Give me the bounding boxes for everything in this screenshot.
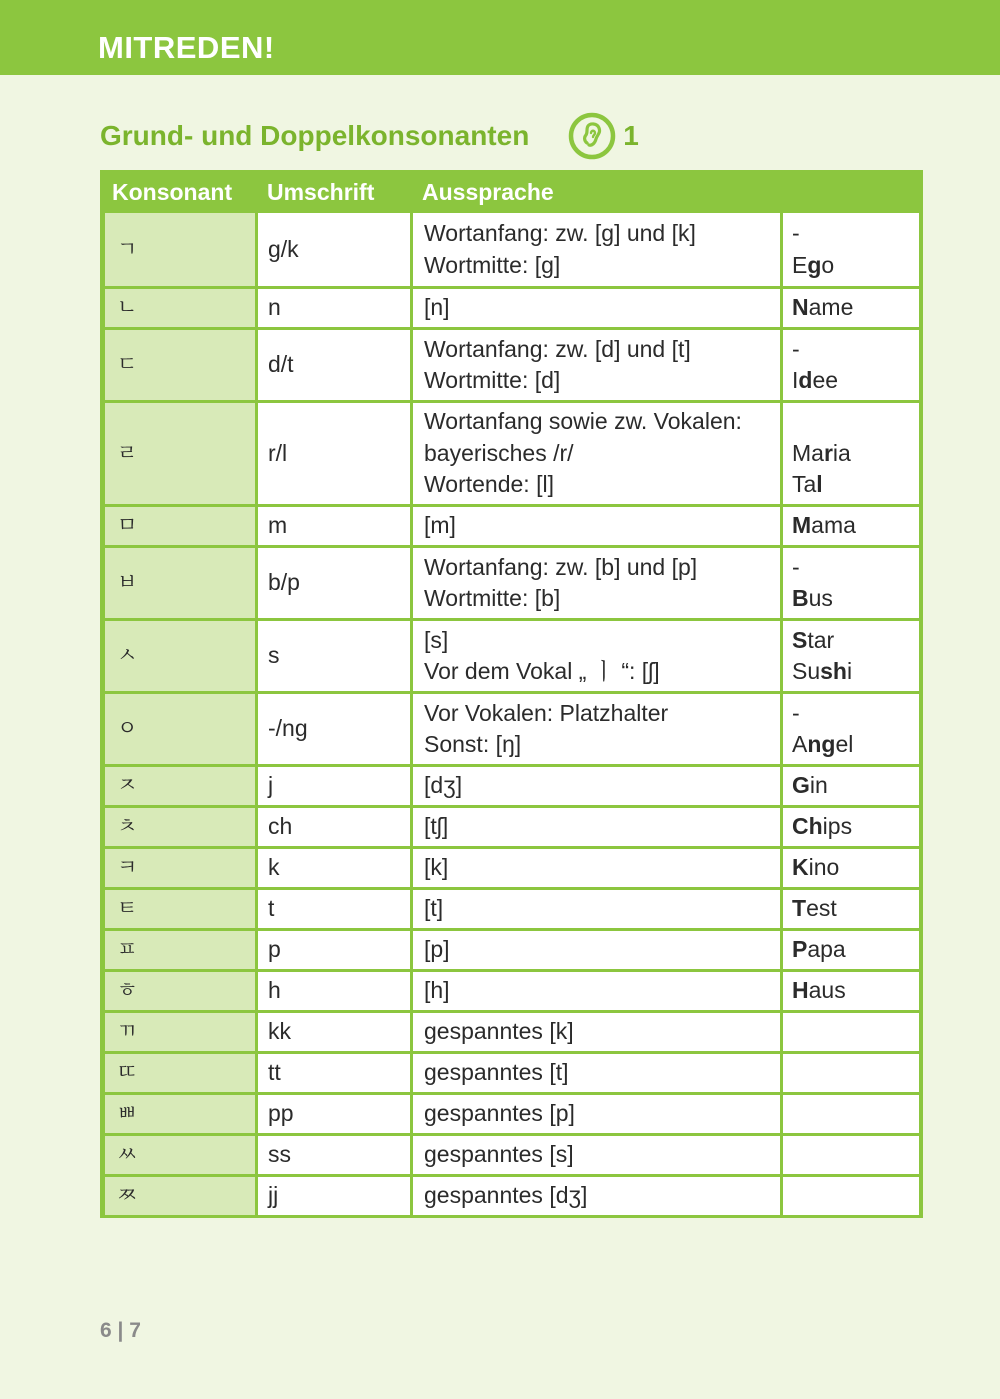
aussprache-line: Wortanfang: zw. [g] und [k] [424, 220, 696, 246]
aussprache-line: Wortmitte: [d] [424, 367, 561, 393]
beispiel-highlight: M [792, 512, 812, 539]
beispiel-highlight: l [816, 471, 823, 498]
column-header-konsonant: Konsonant [112, 179, 233, 205]
beispiel-line [792, 852, 919, 884]
cell-aussprache [410, 928, 780, 969]
beispiel-text: ee [812, 367, 839, 393]
cell-konsonant [100, 691, 255, 764]
cell-umschrift [255, 618, 410, 691]
cell-konsonant [100, 400, 255, 504]
cell-aussprache [410, 805, 780, 846]
beispiel-highlight: Ch [792, 813, 823, 840]
cell-umschrift [255, 764, 410, 805]
cell-umschrift [255, 1133, 410, 1174]
umschrift-text: m [268, 512, 288, 539]
cell-aussprache [410, 887, 780, 928]
beispiel-highlight: r [823, 439, 833, 466]
cell-aussprache [410, 1010, 780, 1051]
umschrift-text: kk [268, 1018, 291, 1045]
beispiel-text: o [821, 251, 835, 278]
aussprache-line: Wortanfang: zw. [d] und [t] [424, 335, 691, 362]
beispiel-text: us [808, 585, 833, 611]
page-title: Grund- und Doppelkonsonanten [100, 120, 530, 151]
beispiel-line [792, 893, 919, 925]
beispiel-text: i [846, 658, 853, 684]
page-heading [100, 114, 639, 158]
beispiel-text: in [809, 772, 828, 799]
aussprache-line: Wortmitte: [b] [424, 585, 561, 611]
beispiel-text: E [792, 251, 808, 278]
beispiel-line [792, 698, 919, 730]
konsonant-glyph: ㅈ [117, 773, 138, 798]
beispiel-highlight: P [792, 936, 808, 963]
cell-aussprache [410, 969, 780, 1010]
beispiel-line [792, 583, 919, 615]
cell-aussprache [410, 286, 780, 327]
umschrift-text: j [268, 772, 274, 799]
aussprache-line: [s] [424, 626, 449, 653]
konsonant-glyph: ㄲ [117, 1019, 138, 1044]
cell-beispiel [780, 213, 923, 286]
beispiel-text: - [792, 335, 800, 362]
cell-aussprache [410, 618, 780, 691]
cell-beispiel [780, 618, 923, 691]
konsonant-glyph: ㅋ [117, 855, 138, 880]
beispiel-line [792, 510, 919, 542]
cell-umschrift [255, 545, 410, 618]
beispiel-line [792, 218, 919, 250]
column-header-umschrift: Umschrift [267, 179, 375, 205]
aussprache-line: Sonst: [ŋ] [424, 731, 522, 757]
umschrift-text: tt [268, 1059, 281, 1086]
beispiel-highlight: d [798, 367, 813, 393]
beispiel-text: A [792, 731, 808, 757]
aussprache-line: [m] [424, 512, 456, 539]
top-banner [0, 0, 1000, 75]
beispiel-line [792, 811, 919, 843]
cell-beispiel [780, 969, 923, 1010]
aussprache-line: Wortmitte: [g] [424, 251, 561, 278]
umschrift-text: s [268, 642, 280, 669]
konsonant-glyph: ㅍ [117, 937, 138, 962]
konsonant-glyph: ㅁ [117, 513, 138, 538]
aussprache-line: [h] [424, 977, 450, 1004]
beispiel-text: aus [808, 977, 846, 1004]
umschrift-text: ch [268, 813, 293, 840]
konsonant-glyph: ㅇ [117, 716, 138, 741]
aussprache-line: [n] [424, 294, 450, 321]
konsonant-glyph: ㅉ [117, 1183, 138, 1208]
beispiel-line [792, 934, 919, 966]
cell-konsonant [100, 1092, 255, 1133]
beispiel-line [792, 406, 919, 438]
beispiel-text: ia [832, 439, 851, 466]
aussprache-line: Wortanfang: zw. [b] und [p] [424, 553, 698, 580]
aussprache-line: gespanntes [k] [424, 1018, 574, 1045]
beispiel-line [792, 625, 919, 657]
umschrift-text: h [268, 977, 281, 1004]
umschrift-text: r/l [268, 439, 288, 466]
beispiel-text: ama [811, 512, 856, 539]
beispiel-line [792, 552, 919, 584]
cell-aussprache [410, 327, 780, 400]
column-header-aussprache: Aussprache [422, 179, 554, 205]
cell-aussprache [410, 846, 780, 887]
cell-aussprache [410, 545, 780, 618]
cell-aussprache [410, 213, 780, 286]
cell-umschrift [255, 286, 410, 327]
beispiel-text: - [792, 553, 800, 580]
beispiel-line [792, 975, 919, 1007]
umschrift-text: b/p [268, 569, 300, 596]
beispiel-text: ino [808, 854, 840, 881]
beispiel-line [792, 365, 919, 397]
cell-beispiel [780, 691, 923, 764]
aussprache-line: Vor Vokalen: Platzhalter [424, 699, 669, 726]
konsonant-glyph: ㄱ [117, 236, 138, 261]
beispiel-text: Su [792, 658, 821, 684]
cell-beispiel [780, 1174, 923, 1215]
cell-aussprache [410, 1051, 780, 1092]
cell-konsonant [100, 969, 255, 1010]
cell-konsonant [100, 928, 255, 969]
beispiel-line [792, 438, 919, 470]
beispiel-highlight: S [792, 626, 808, 653]
section-title: MITREDEN! [98, 30, 275, 65]
konsonant-glyph: ㅅ [117, 643, 138, 668]
cell-umschrift [255, 504, 410, 545]
aussprache-line: [tʃ] [424, 813, 449, 840]
cell-beispiel [780, 887, 923, 928]
umschrift-text: ss [268, 1141, 291, 1168]
beispiel-text: - [792, 699, 800, 726]
consonant-table [100, 170, 923, 1218]
umschrift-text: g/k [268, 235, 299, 262]
beispiel-text: I [792, 367, 799, 393]
umschrift-text: -/ng [268, 715, 308, 742]
aussprache-line: Vor dem Vokal „ ㅣ “: [ʃ] [424, 658, 660, 684]
cell-umschrift [255, 928, 410, 969]
cell-konsonant [100, 1010, 255, 1051]
cell-umschrift [255, 213, 410, 286]
cell-konsonant [100, 545, 255, 618]
konsonant-glyph: ㄴ [117, 295, 138, 320]
beispiel-text: est [806, 895, 837, 922]
cell-beispiel [780, 504, 923, 545]
beispiel-line [792, 250, 919, 282]
consonant-grid [100, 170, 923, 1215]
aussprache-line: Wortanfang sowie zw. Vokalen: [424, 408, 742, 435]
cell-beispiel [780, 1051, 923, 1092]
aussprache-line: gespanntes [p] [424, 1100, 575, 1127]
beispiel-highlight: ng [807, 731, 836, 757]
beispiel-line [792, 292, 919, 324]
aussprache-line: [k] [424, 854, 449, 881]
cell-umschrift [255, 327, 410, 400]
page-numbers: 6 | 7 [100, 1319, 141, 1342]
umschrift-text: t [268, 895, 275, 922]
umschrift-text: p [268, 936, 281, 963]
konsonant-glyph: ㅌ [117, 896, 138, 921]
cell-umschrift [255, 1092, 410, 1133]
cell-konsonant [100, 286, 255, 327]
aussprache-line: gespanntes [t] [424, 1059, 569, 1086]
konsonant-glyph: ㅆ [117, 1142, 138, 1167]
konsonant-glyph: ㄹ [117, 440, 138, 465]
konsonant-glyph: ㄸ [117, 1060, 138, 1085]
konsonant-glyph: ㅂ [117, 570, 138, 595]
cell-beispiel [780, 846, 923, 887]
beispiel-text: Ma [792, 439, 824, 466]
cell-konsonant [100, 846, 255, 887]
cell-beispiel [780, 928, 923, 969]
cell-beispiel [780, 1133, 923, 1174]
beispiel-text: tar [807, 626, 835, 653]
cell-aussprache [410, 400, 780, 504]
cell-aussprache [410, 764, 780, 805]
beispiel-text: ips [822, 813, 853, 840]
cell-umschrift [255, 1174, 410, 1215]
umschrift-text: k [268, 854, 280, 881]
cell-beispiel [780, 1010, 923, 1051]
umschrift-text: d/t [268, 351, 294, 378]
cell-umschrift [255, 846, 410, 887]
beispiel-highlight: K [792, 854, 809, 881]
beispiel-highlight: T [792, 895, 807, 922]
cell-umschrift [255, 691, 410, 764]
konsonant-glyph: ㅎ [117, 978, 138, 1003]
cell-konsonant [100, 213, 255, 286]
ear-icon [567, 111, 617, 161]
audio-track-marker [567, 111, 639, 161]
cell-umschrift [255, 1010, 410, 1051]
cell-aussprache [410, 691, 780, 764]
aussprache-line: gespanntes [dʒ] [424, 1182, 588, 1209]
cell-konsonant [100, 1051, 255, 1092]
cell-aussprache [410, 504, 780, 545]
cell-beispiel [780, 1092, 923, 1133]
konsonant-glyph: ㅊ [117, 814, 138, 839]
beispiel-highlight: H [792, 977, 809, 1004]
umschrift-text: jj [268, 1182, 279, 1209]
cell-umschrift [255, 969, 410, 1010]
cell-beispiel [780, 764, 923, 805]
column-header-beispiel [780, 170, 923, 213]
cell-konsonant [100, 887, 255, 928]
cell-konsonant [100, 1174, 255, 1215]
cell-beispiel [780, 400, 923, 504]
beispiel-text: - [792, 220, 800, 246]
aussprache-line: bayerisches /r/ [424, 439, 574, 466]
aussprache-line: [dʒ] [424, 772, 463, 799]
cell-aussprache [410, 1174, 780, 1215]
beispiel-text: el [835, 731, 854, 757]
beispiel-highlight: N [792, 294, 809, 321]
beispiel-highlight: g [807, 251, 822, 278]
cell-konsonant [100, 504, 255, 545]
umschrift-text: n [268, 294, 281, 321]
cell-konsonant [100, 327, 255, 400]
beispiel-line [792, 656, 919, 688]
cell-umschrift [255, 400, 410, 504]
cell-aussprache [410, 1092, 780, 1133]
beispiel-highlight: sh [820, 658, 847, 684]
beispiel-text: apa [807, 936, 846, 963]
cell-umschrift [255, 805, 410, 846]
beispiel-line [792, 469, 919, 501]
beispiel-line [792, 334, 919, 366]
beispiel-line [792, 770, 919, 802]
konsonant-glyph: ㅃ [117, 1101, 138, 1126]
aussprache-line: Wortende: [l] [424, 471, 554, 498]
cell-umschrift [255, 887, 410, 928]
cell-konsonant [100, 805, 255, 846]
beispiel-highlight: G [792, 772, 810, 799]
cell-beispiel [780, 545, 923, 618]
cell-konsonant [100, 764, 255, 805]
beispiel-line [792, 729, 919, 761]
konsonant-glyph: ㄷ [117, 352, 138, 377]
cell-beispiel [780, 327, 923, 400]
beispiel-highlight: B [792, 585, 809, 611]
cell-umschrift [255, 1051, 410, 1092]
cell-aussprache [410, 1133, 780, 1174]
cell-beispiel [780, 805, 923, 846]
umschrift-text: pp [268, 1100, 294, 1127]
audio-track-number: 1 [623, 120, 639, 151]
cell-konsonant [100, 618, 255, 691]
cell-konsonant [100, 1133, 255, 1174]
beispiel-text: ame [808, 294, 854, 321]
aussprache-line: [p] [424, 936, 450, 963]
cell-beispiel [780, 286, 923, 327]
beispiel-text: Ta [792, 471, 817, 498]
aussprache-line: [t] [424, 895, 444, 922]
aussprache-line: gespanntes [s] [424, 1141, 574, 1168]
